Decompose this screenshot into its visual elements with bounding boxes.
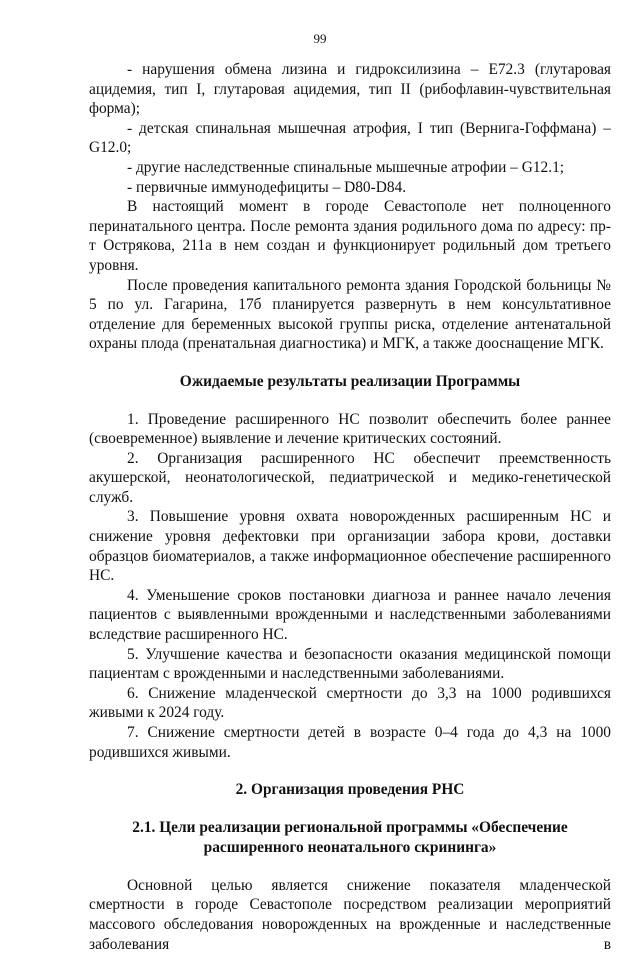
paragraph-perinatal-center: В настоящий момент в городе Севастополе нет полноценного перинатального центра. После ремонта здания родильного дома по адресу: пр-т Острякова, 211а в нем создан и функционирует родильный дом третьего уровня.: [89, 198, 611, 274]
result-item-1: 1. Проведение расширенного НС позволит обеспечить более раннее (своевременное) выявление и лечение критических состояний.: [89, 410, 611, 448]
document-body: [89, 60, 611, 954]
result-item-4: 4. Уменьшение сроков постановки диагноза и раннее начало лечения пациентов с выявленными врожденными и наследственными заболеваниями вследствие расширенного НС.: [89, 586, 611, 644]
result-item-5: 5. Улучшение качества и безопасности оказания медицинской помощи пациентам с врожденными и наследственными заболеваниями.: [89, 645, 611, 683]
page-number: 99: [313, 31, 327, 46]
paragraph-hospital-5: После проведения капитального ремонта здания Городской больницы № 5 по ул. Гагарина, 17б планируется развернуть в нем консультативное отделение для беременных высокой группы риска, отделение антенатальной охраны плода (пренатальная диагностика) и МГК, а также дооснащение МГК.: [89, 276, 611, 353]
result-item-3: 3. Повышение уровня охвата новорожденных расширенным НС и снижение уровня дефектовки при организации забора крови, доставки образцов биоматериалов, а также информационное обеспечение расширенного НС.: [89, 508, 611, 585]
section-heading-2: 2. Организация проведения РНС: [235, 781, 465, 799]
list-item-sma-other: - другие наследственные спинальные мышечные атрофии – G12.1;: [127, 158, 565, 176]
subsection-heading-2-1: 2.1. Цели реализации региональной программы «Обеспечение расширенного неонатального скрининга»: [132, 818, 568, 856]
heading-expected-results: Ожидаемые результаты реализации Программы: [179, 372, 521, 390]
result-item-7: 7. Снижение смертности детей в возрасте 0–4 года до 4,3 на 1000 родившихся живыми.: [89, 724, 611, 761]
list-item-immunodeficiency: - первичные иммунодефициты – D80-D84.: [127, 178, 407, 196]
list-item-lysine: - нарушения обмена лизина и гидроксилизина – Е72.3 (глутаровая ацидемия, тип I, глутаровая ацидемия, тип II (рибофлавин-чувствительная форма);: [89, 61, 611, 118]
result-item-6: 6. Снижение младенческой смертности до 3,3 на 1000 родившихся живыми к 2024 году.: [89, 684, 611, 722]
result-item-2: 2. Организация расширенного НС обеспечит преемственность акушерской, неонатологической, педиатрической и медико-генетической служб.: [89, 449, 611, 506]
list-item-sma-type1: - детская спинальная мышечная атрофия, I тип (Вернига-Гоффмана) – G12.0;: [89, 119, 611, 157]
paragraph-main-goal: Основной целью является снижение показателя младенческой смертности в городе Севастополе посредством реализации мероприятий массового обследования новорожденных на врожденные и наследственные заболевания в: [89, 876, 611, 953]
